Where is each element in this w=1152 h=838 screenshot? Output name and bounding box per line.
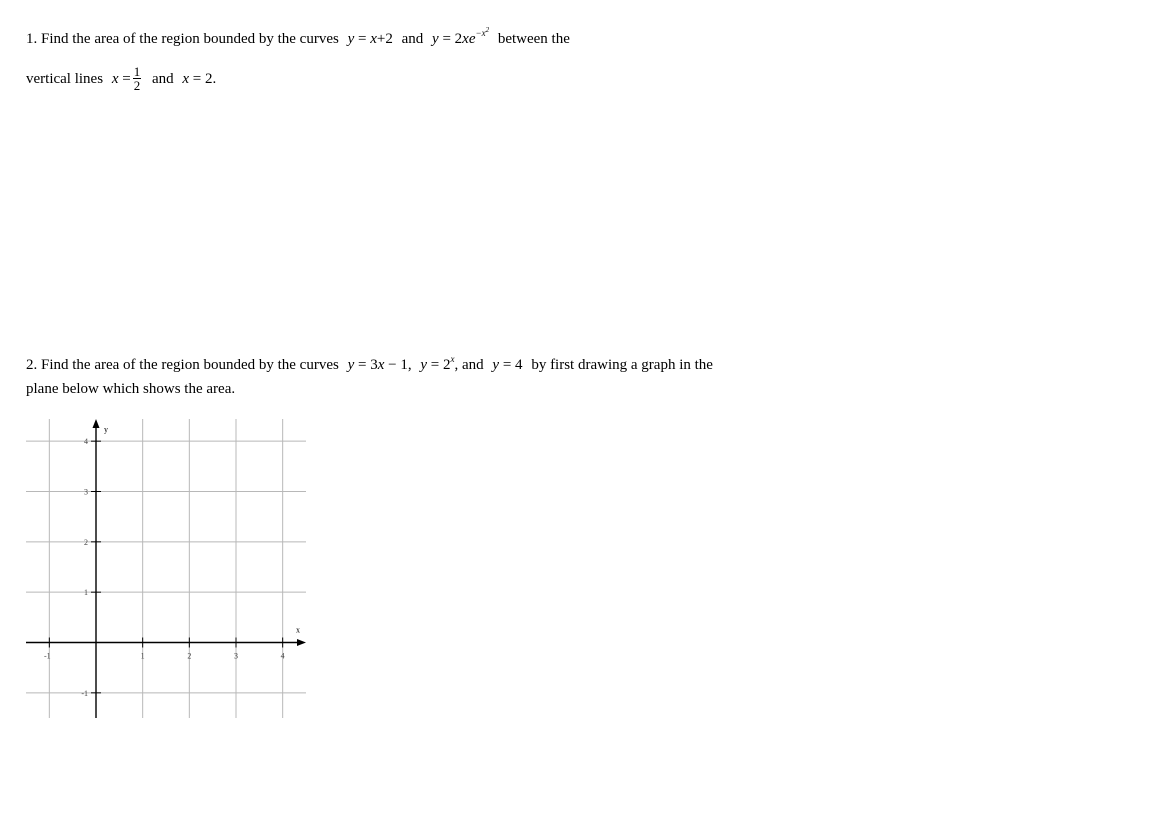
x-tick-label: 1 — [140, 651, 145, 661]
exponent-power: 2 — [485, 26, 490, 34]
x-axis-arrow — [297, 639, 306, 646]
equals-sign-3: = — [122, 70, 131, 87]
problem-1-tail: between the — [497, 31, 570, 47]
y-tick-label: 4 — [84, 437, 88, 447]
vertical-lines-text: vertical lines — [26, 70, 104, 87]
xe-term: xe — [462, 31, 476, 47]
frac-denominator: 2 — [133, 78, 141, 93]
coef-two: 2 — [454, 31, 463, 47]
tick-labels — [44, 425, 300, 698]
problem-2-line-1 — [26, 356, 713, 374]
curve3-rhs: = 4 — [502, 357, 523, 373]
problem-2-line-2-text: plane below which shows the area. — [26, 381, 236, 397]
curve2-y: y — [420, 357, 428, 373]
problem-1-line-2 — [26, 66, 216, 93]
problem-1-lead: 1. Find the area of the region bounded by the curves — [26, 31, 339, 47]
curve1-x: x — [377, 357, 385, 373]
plus-two: +2 — [376, 31, 393, 47]
x-var-3: x — [111, 70, 119, 87]
curve2-rhs: = 2 — [430, 357, 451, 373]
x-tick-label: 3 — [234, 651, 238, 661]
tick-marks — [49, 441, 282, 693]
x-var: x — [370, 31, 377, 47]
curve2-tail: , and — [454, 357, 484, 373]
problem-1-line-1 — [26, 26, 570, 48]
x-tick-label: -1 — [43, 651, 51, 661]
y-axis-label: y — [104, 425, 108, 434]
problem-2-tail: by first drawing a graph in the — [531, 357, 713, 373]
curve1-y: y — [347, 357, 355, 373]
frac-numerator: 1 — [133, 64, 141, 79]
and-word: and — [401, 31, 424, 47]
problem-2-line-2 — [26, 380, 235, 398]
y-tick-label: 2 — [84, 537, 88, 547]
y-tick-label: 1 — [84, 588, 88, 598]
axes — [26, 419, 306, 718]
y-var-2: y — [432, 31, 439, 47]
equals-sign: = — [358, 31, 367, 47]
curve1-rhs: = 3 — [358, 357, 378, 373]
y-var: y — [347, 31, 355, 47]
y-tick-label: -1 — [81, 688, 88, 698]
and-word-2: and — [151, 70, 174, 87]
y-tick-label: 3 — [84, 487, 88, 497]
curve3-y: y — [492, 357, 500, 373]
fraction-one-half — [133, 65, 142, 92]
exponent: −x — [475, 28, 486, 38]
curve1-minus-one: − 1, — [388, 357, 412, 373]
equals-sign-2: = — [442, 31, 451, 47]
x-tick-label: 2 — [187, 651, 192, 661]
grid-lines — [26, 419, 306, 718]
curve2-exp: x — [450, 354, 455, 364]
x-var-4: x — [182, 70, 190, 87]
problem-2-lead: 2. Find the area of the region bounded by the curves — [26, 357, 339, 373]
coordinate-grid — [26, 416, 306, 718]
x-axis-label: x — [296, 625, 300, 635]
x-tick-label: 4 — [280, 651, 285, 661]
x-equals-two: = 2. — [192, 70, 217, 87]
y-axis-arrow — [93, 419, 100, 428]
